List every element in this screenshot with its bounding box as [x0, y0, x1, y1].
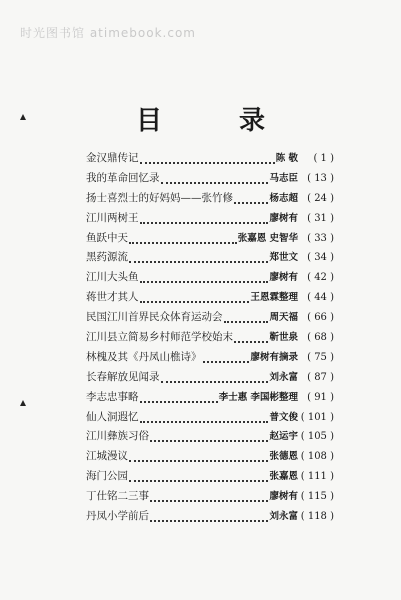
- dot-leader: [234, 196, 268, 204]
- toc-entry-title: 丹凤小学前后: [86, 510, 149, 523]
- toc-entry-author: 马志臣: [269, 172, 298, 184]
- toc-entry-title: 丁仕铭二三事: [86, 490, 149, 503]
- dot-leader: [140, 156, 275, 164]
- toc-entry-title: 江川大头鱼: [86, 271, 139, 284]
- dot-leader: [161, 176, 269, 184]
- dot-leader: [140, 415, 269, 423]
- toc-entry-page: ( 108 ): [300, 451, 334, 463]
- toc-entry-page: ( 33 ): [307, 232, 334, 244]
- dot-leader: [150, 434, 268, 442]
- dot-leader: [140, 216, 269, 224]
- toc-entry: [86, 389, 334, 409]
- page-title: 目 录: [135, 106, 300, 136]
- dot-leader: [140, 275, 269, 283]
- toc-entry-page: ( 87 ): [307, 371, 334, 383]
- toc-entry-author: 张嘉恩 史智华: [237, 232, 298, 244]
- margin-mark-top: [20, 114, 26, 120]
- toc-entry: [86, 468, 334, 488]
- toc-entry-title: 江城漫议: [86, 450, 128, 463]
- dot-leader: [224, 315, 269, 323]
- toc-entry: [86, 230, 334, 250]
- watermark: 时光图书馆 atimebook.com: [20, 26, 196, 40]
- toc-entry: [86, 210, 334, 230]
- toc-entry-author: 杨志超: [269, 192, 298, 204]
- dot-leader: [203, 355, 250, 363]
- toc-entry-page: ( 42 ): [307, 272, 334, 284]
- toc-entry-title: 我的革命回忆录: [86, 171, 160, 184]
- dot-leader: [161, 375, 269, 383]
- toc-entry-author: 郑世文: [269, 252, 298, 264]
- toc-entry-page: ( 31 ): [307, 212, 334, 224]
- toc-entry-page: ( 115 ): [300, 491, 334, 503]
- toc-entry-author: 刘永富: [269, 371, 298, 383]
- toc-entry-author: 普文俊: [269, 411, 298, 423]
- toc-entry-page: ( 111 ): [300, 471, 334, 483]
- dot-leader: [129, 474, 268, 482]
- toc-entry: [86, 269, 334, 289]
- dot-leader: [150, 494, 268, 502]
- toc-entry-title: 扬士喜烈士的好妈妈——张竹修: [86, 191, 233, 204]
- toc-entry-author: 赵运宇: [269, 431, 298, 443]
- toc-entry-page: ( 105 ): [300, 431, 334, 443]
- toc-entry-page: ( 44 ): [307, 292, 334, 304]
- toc-entry-title: 海门公园: [86, 470, 128, 483]
- toc-entry: [86, 349, 334, 369]
- toc-entry-author: 廖树有: [269, 491, 298, 503]
- table-of-contents: [86, 150, 334, 528]
- toc-entry-author: 刘永富: [269, 511, 298, 523]
- toc-entry: [86, 249, 334, 269]
- toc-entry-page: ( 13 ): [307, 172, 334, 184]
- toc-entry-page: ( 101 ): [300, 411, 334, 423]
- toc-entry-title: 江川县立简易乡村师范学校始末: [86, 331, 233, 344]
- toc-entry-title: 黑药源流: [86, 251, 128, 264]
- toc-entry-author: 李士惠 李国彬整理: [218, 391, 298, 403]
- toc-entry-page: ( 68 ): [307, 332, 334, 344]
- toc-entry: [86, 329, 334, 349]
- toc-entry-page: ( 34 ): [307, 252, 334, 264]
- toc-entry: [86, 448, 334, 468]
- toc-entry-author: 陈 敬: [275, 153, 298, 164]
- toc-entry: [86, 190, 334, 210]
- dot-leader: [150, 514, 268, 522]
- toc-entry-page: ( 1 ): [313, 153, 334, 164]
- toc-entry-page: ( 118 ): [300, 511, 334, 523]
- toc-entry-title: 民国江川首界民众体育运动会: [86, 311, 223, 324]
- toc-entry-author: 靳世泉: [269, 332, 298, 344]
- toc-entry-title: 蒋世才其人: [86, 291, 139, 304]
- toc-entry-title: 林槐及其《丹凤山樵诗》: [86, 350, 202, 363]
- toc-entry-title: 江川彝族习俗: [86, 430, 149, 443]
- toc-entry-author: 王恩霖整理: [250, 292, 298, 304]
- toc-entry-page: ( 24 ): [307, 192, 334, 204]
- dot-leader: [140, 295, 250, 303]
- toc-entry-title: 仙人洞遐忆: [86, 410, 139, 423]
- toc-entry-author: 张嘉恩: [269, 471, 298, 483]
- toc-entry-author: 廖树有: [269, 212, 298, 224]
- toc-entry-page: ( 75 ): [307, 351, 334, 363]
- toc-entry: [86, 289, 334, 309]
- toc-entry-author: 廖树有: [269, 272, 298, 284]
- toc-entry: [86, 428, 334, 448]
- toc-entry-title: 李志忠事略: [86, 390, 139, 403]
- dot-leader: [129, 255, 268, 263]
- toc-entry-page: ( 66 ): [307, 312, 334, 324]
- toc-entry-title: 长春解放见闻录: [86, 370, 160, 383]
- toc-entry: [86, 170, 334, 190]
- toc-entry-author: 张德恩: [269, 451, 298, 463]
- toc-entry: [86, 150, 334, 170]
- toc-entry: [86, 508, 334, 528]
- toc-entry: [86, 369, 334, 389]
- toc-entry: [86, 488, 334, 508]
- dot-leader: [234, 335, 268, 343]
- toc-entry-title: 金汉鼎传记: [86, 152, 139, 164]
- toc-entry: [86, 309, 334, 329]
- dot-leader: [129, 236, 237, 244]
- toc-entry-author: 廖树有摘录: [250, 351, 298, 363]
- toc-entry-author: 周天福: [269, 312, 298, 324]
- toc-entry: [86, 409, 334, 429]
- toc-entry-page: ( 91 ): [307, 391, 334, 403]
- dot-leader: [140, 395, 218, 403]
- toc-entry-title: 鱼跃中天: [86, 231, 128, 244]
- margin-mark-bottom: [20, 400, 26, 406]
- toc-entry-title: 江川两树王: [86, 211, 139, 224]
- dot-leader: [129, 454, 268, 462]
